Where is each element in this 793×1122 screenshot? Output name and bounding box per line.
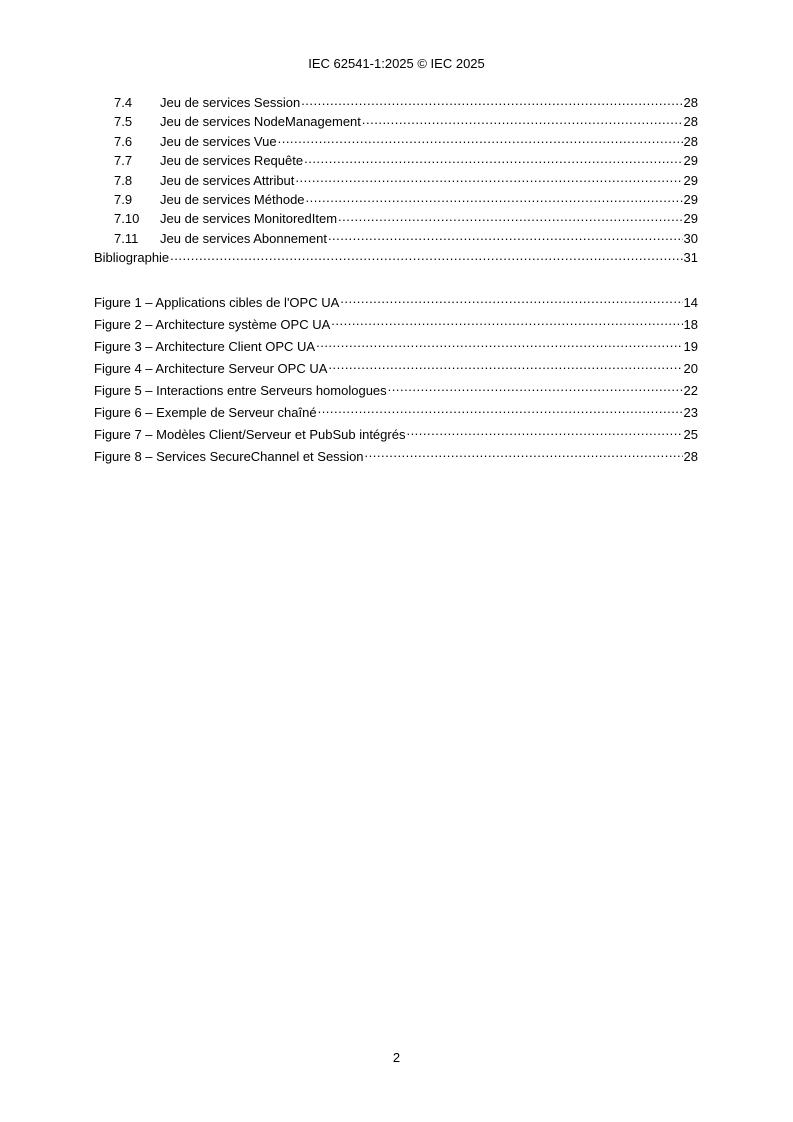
figure-entry-page: 23 (683, 405, 698, 420)
toc-entry-number: 7.8 (114, 172, 133, 188)
toc-entry-title: Jeu de services Session (160, 95, 301, 110)
toc-entry-title: Jeu de services Méthode (160, 191, 305, 207)
figure-entry[interactable] (94, 336, 698, 358)
figure-entry-page: 19 (683, 339, 698, 354)
toc-entry[interactable] (94, 209, 698, 228)
toc-entry-page: 29 (683, 211, 698, 227)
dot-leader (306, 191, 683, 204)
figure-entry-title: Figure 8 – Services SecureChannel et Session (94, 449, 364, 464)
figure-entry-page: 20 (683, 361, 698, 376)
figure-entry[interactable] (94, 446, 698, 468)
figure-entry[interactable] (94, 380, 698, 402)
figure-entry-title: Figure 6 – Exemple de Serveur chaîné (94, 405, 317, 420)
toc-entry-number: 7.7 (114, 153, 133, 169)
toc-entry-page: 29 (683, 172, 698, 188)
toc-entry-page: 30 (683, 230, 698, 246)
dot-leader (295, 172, 682, 185)
toc-entry-page: 29 (683, 153, 698, 169)
figure-entry-page: 22 (683, 383, 698, 398)
toc-entry-number: 7.5 (114, 114, 133, 130)
figure-entry[interactable] (94, 358, 698, 380)
figure-entry-title: Figure 4 – Architecture Serveur OPC UA (94, 361, 328, 376)
toc-entry-number: 7.4 (114, 95, 133, 110)
dot-leader (338, 210, 683, 223)
toc-entry-title: Bibliographie (94, 250, 170, 266)
dot-leader (170, 249, 682, 262)
figure-entry[interactable] (94, 314, 698, 336)
list-of-figures (94, 292, 698, 468)
dot-leader (304, 152, 682, 165)
figure-entry-title: Figure 5 – Interactions entre Serveurs homologues (94, 383, 387, 398)
dot-leader (318, 404, 683, 417)
dot-leader (365, 448, 683, 461)
figure-entry-title: Figure 3 – Architecture Client OPC UA (94, 339, 316, 354)
toc-entry-page: 31 (683, 250, 698, 266)
dot-leader (301, 94, 682, 107)
dot-leader (328, 360, 682, 373)
figure-entry[interactable] (94, 402, 698, 424)
toc-entry-title: Jeu de services NodeManagement (160, 114, 361, 130)
toc-entry[interactable] (94, 151, 698, 170)
figure-entry-title: Figure 2 – Architecture système OPC UA (94, 317, 331, 332)
figure-entry[interactable] (94, 292, 698, 314)
toc-entry-number: 7.9 (114, 191, 133, 207)
page-header: IEC 62541-1:2025 © IEC 2025 (308, 56, 485, 71)
toc-entry-number: 7.6 (114, 133, 133, 149)
figure-entry-title: Figure 1 – Applications cibles de l'OPC UA (94, 295, 340, 310)
dot-leader (362, 113, 683, 126)
toc-entry-page: 28 (683, 114, 698, 130)
figure-entry-page: 28 (683, 449, 698, 464)
toc-sections (94, 93, 698, 268)
dot-leader (340, 294, 682, 307)
dot-leader (316, 338, 682, 351)
toc-entry[interactable] (94, 112, 698, 131)
toc-entry[interactable] (94, 229, 698, 248)
toc-entry[interactable] (94, 171, 698, 190)
toc-entry-page: 28 (683, 133, 698, 149)
figure-entry[interactable] (94, 424, 698, 446)
dot-leader (388, 382, 683, 395)
toc-entry-title: Jeu de services Vue (160, 133, 277, 149)
dot-leader (328, 230, 683, 243)
toc-entry[interactable] (94, 93, 698, 112)
figure-entry-title: Figure 7 – Modèles Client/Serveur et PubSub intégrés (94, 427, 406, 442)
toc-entry-number: 7.11 (114, 230, 139, 246)
toc-entry-title: Jeu de services MonitoredItem (160, 211, 338, 227)
toc-entry-page: 28 (683, 95, 698, 110)
toc-entry-bibliography[interactable] (94, 248, 698, 267)
toc-entry-title: Jeu de services Requête (160, 153, 304, 169)
toc-entry-page: 29 (683, 191, 698, 207)
dot-leader (406, 426, 682, 439)
toc-entry-number: 7.10 (114, 211, 140, 227)
toc-entry-title: Jeu de services Attribut (160, 172, 295, 188)
dot-leader (278, 133, 683, 146)
page-number: 2 (392, 1050, 401, 1065)
figure-entry-page: 25 (683, 427, 698, 442)
figure-entry-page: 18 (683, 317, 698, 332)
dot-leader (331, 316, 682, 329)
toc-entry[interactable] (94, 190, 698, 209)
toc-entry-title: Jeu de services Abonnement (160, 230, 327, 246)
toc-entry[interactable] (94, 132, 698, 151)
figure-entry-page: 14 (683, 295, 698, 310)
